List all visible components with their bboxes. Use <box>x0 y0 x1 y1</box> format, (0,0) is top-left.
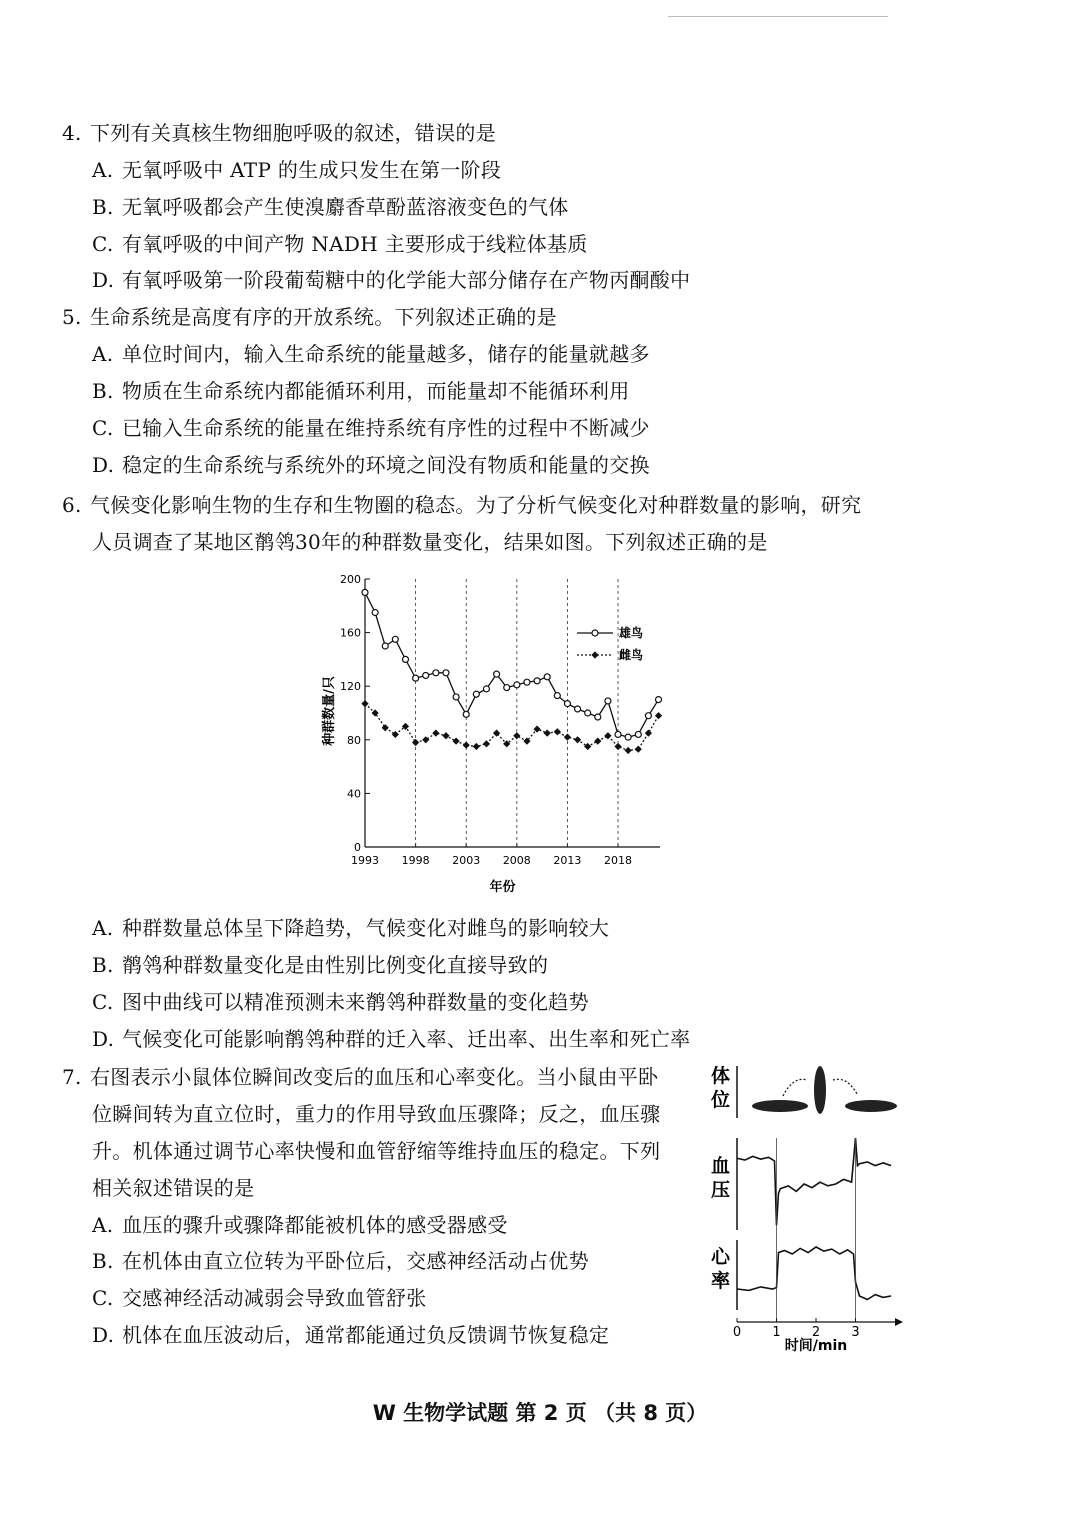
question-4-option-a <box>92 155 501 185</box>
data-point-female <box>635 746 642 753</box>
option-label: B. <box>92 1249 114 1273</box>
option-label: C. <box>92 416 114 440</box>
row-label-char: 压 <box>711 1179 731 1201</box>
question-6-text-line1: 气候变化影响生物的生存和生物圈的稳态。为了分析气候变化对种群数量的影响，研究 <box>90 493 862 517</box>
legend-marker-female <box>591 651 598 658</box>
option-label: D. <box>92 453 115 477</box>
x-tick-label: 2018 <box>604 854 633 867</box>
legend-label-female: 雌鸟 <box>619 648 644 662</box>
row-label-char: 体 <box>711 1065 731 1087</box>
option-label: C. <box>92 990 114 1014</box>
data-point-male <box>453 694 459 700</box>
data-point-female <box>473 743 480 750</box>
option-text: 无氧呼吸中 ATP 的生成只发生在第一阶段 <box>122 158 502 182</box>
row-label-char: 率 <box>711 1270 731 1292</box>
row-label-2 <box>711 1246 731 1292</box>
x-tick-label: 2008 <box>502 854 531 867</box>
data-point-female <box>554 728 561 735</box>
question-5-option-a <box>92 339 650 369</box>
data-point-female <box>604 732 611 739</box>
question-7-stem <box>62 1062 658 1092</box>
time-tick-label: 2 <box>811 1325 821 1340</box>
option-label: D. <box>92 1027 115 1051</box>
data-point-male <box>443 670 449 676</box>
question-6-text-line2: 人员调查了某地区鹡鸰30年的种群数量变化，结果如图。下列叙述正确的是 <box>92 530 768 554</box>
y-axis-title: 种群数量/只 <box>322 676 337 746</box>
time-tick-label: 1 <box>772 1325 781 1340</box>
data-point-female <box>432 730 439 737</box>
data-point-female <box>614 743 621 750</box>
question-7-text-line1: 右图表示小鼠体位瞬间改变后的血压和心率变化。当小鼠由平卧 <box>90 1065 659 1089</box>
option-text: 已输入生命系统的能量在维持系统有序性的过程中不断减少 <box>122 416 650 440</box>
top-divider <box>668 16 888 17</box>
transition-arrow <box>833 1079 857 1094</box>
y-tick-label: 160 <box>340 626 361 640</box>
x-tick-label: 1993 <box>351 854 379 867</box>
data-point-male <box>564 701 570 707</box>
question-6-option-a <box>92 913 609 943</box>
option-label: C. <box>92 232 114 256</box>
data-point-female <box>361 700 368 707</box>
question-5-stem <box>62 302 557 332</box>
legend-marker-male <box>592 630 598 636</box>
option-text: 血压的骤升或骤降都能被机体的感受器感受 <box>122 1213 508 1237</box>
question-6-stem <box>62 490 861 520</box>
option-text: 物质在生命系统内都能循环利用，而能量却不能循环利用 <box>122 379 630 403</box>
question-4-number: 4. <box>62 121 82 145</box>
data-point-male <box>463 711 469 717</box>
option-label: A. <box>92 916 114 940</box>
option-text: 鹡鸰种群数量变化是由性别比例变化直接导致的 <box>122 953 549 977</box>
mouse-lying-icon <box>845 1100 897 1112</box>
data-point-female <box>645 730 652 737</box>
option-label: D. <box>92 1323 115 1347</box>
question-4-stem <box>62 118 496 148</box>
option-label: A. <box>92 342 114 366</box>
question-6-number: 6. <box>62 493 82 517</box>
data-point-female <box>594 738 601 745</box>
question-6-option-b <box>92 950 548 980</box>
data-point-male <box>635 731 641 737</box>
data-point-female <box>452 738 459 745</box>
option-label: D. <box>92 268 115 292</box>
data-point-male <box>473 691 479 697</box>
data-point-male <box>494 671 500 677</box>
option-label: A. <box>92 158 114 182</box>
option-label: B. <box>92 195 114 219</box>
data-point-male <box>433 670 439 676</box>
data-point-female <box>564 734 571 741</box>
question-5-text: 生命系统是高度有序的开放系统。下列叙述正确的是 <box>90 305 557 329</box>
question-5-number: 5. <box>62 305 82 329</box>
data-point-female <box>442 732 449 739</box>
time-axis-arrow <box>895 1318 903 1326</box>
data-point-male <box>605 698 611 704</box>
data-point-female <box>382 724 389 731</box>
option-label: C. <box>92 1286 114 1310</box>
time-tick-label: 0 <box>732 1325 742 1340</box>
question-7-text-line2: 位瞬间转为直立位时，重力的作用导致血压骤降；反之，血压骤 <box>92 1102 661 1126</box>
question-7-text-line3: 升。机体通过调节心率快慢和血管舒缩等维持血压的稳定。下列 <box>92 1139 661 1163</box>
blood-pressure-heart-rate-chart <box>705 1060 905 1354</box>
population-line-chart <box>315 565 675 905</box>
data-point-male <box>524 679 530 685</box>
time-tick-label: 3 <box>851 1325 860 1340</box>
option-text: 有氧呼吸的中间产物 NADH 主要形成于线粒体基质 <box>122 232 588 256</box>
row-label-0 <box>710 1064 730 1111</box>
y-tick-label: 120 <box>340 680 361 694</box>
x-tick-label: 2013 <box>553 854 582 867</box>
question-4-option-d <box>92 265 690 295</box>
data-point-male <box>362 589 368 595</box>
y-tick-label: 40 <box>347 787 361 801</box>
data-point-female <box>372 709 379 716</box>
data-point-male <box>402 656 408 662</box>
option-label: A. <box>92 1213 114 1237</box>
page-footer: W 生物学试题 第 2 页 （共 8 页） <box>372 1401 708 1425</box>
series-line-female <box>365 704 659 751</box>
data-point-male <box>575 706 581 712</box>
question-7-text-line4: 相关叙述错误的是 <box>92 1176 255 1200</box>
data-point-male <box>625 734 631 740</box>
question-6-option-d <box>92 1024 690 1054</box>
series-line-male <box>365 592 659 737</box>
data-point-male <box>382 643 388 649</box>
option-text: 气候变化可能影响鹡鸰种群的迁入率、迁出率、出生率和死亡率 <box>122 1027 691 1051</box>
question-5-option-b <box>92 376 630 406</box>
data-point-male <box>504 685 510 691</box>
option-text: 种群数量总体呈下降趋势，气候变化对雌鸟的影响较大 <box>122 916 610 940</box>
mouse-upright-icon <box>814 1066 826 1114</box>
data-point-male <box>645 713 651 719</box>
row-label-char: 位 <box>711 1089 731 1111</box>
option-text: 无氧呼吸都会产生使溴麝香草酚蓝溶液变色的气体 <box>122 195 569 219</box>
data-point-female <box>483 740 490 747</box>
option-text: 有氧呼吸第一阶段葡萄糖中的化学能大部分储存在产物丙酮酸中 <box>122 268 691 292</box>
row-label-1 <box>711 1155 730 1201</box>
data-point-male <box>372 610 378 616</box>
question-5-option-d <box>92 450 650 480</box>
data-point-female <box>574 736 581 743</box>
option-text: 单位时间内，输入生命系统的能量越多，储存的能量就越多 <box>122 342 650 366</box>
data-point-male <box>392 636 398 642</box>
question-7-number: 7. <box>62 1065 82 1089</box>
transition-arrow <box>783 1079 807 1096</box>
question-4-option-b <box>92 192 569 222</box>
question-7-option-a <box>92 1210 508 1240</box>
data-point-female <box>422 736 429 743</box>
question-4-option-c <box>92 229 588 259</box>
question-7-option-b <box>92 1246 589 1276</box>
y-tick-label: 200 <box>340 573 361 586</box>
data-point-male <box>514 682 520 688</box>
data-point-female <box>655 712 662 719</box>
data-point-female <box>493 730 500 737</box>
data-point-male <box>423 672 429 678</box>
y-tick-label: 0 <box>354 841 361 854</box>
legend-label-male: 雄鸟 <box>619 626 644 640</box>
data-point-male <box>544 674 550 680</box>
question-6-option-c <box>92 987 589 1017</box>
question-7-option-c <box>92 1283 427 1313</box>
option-text: 交感神经活动减弱会导致血管舒张 <box>122 1286 427 1310</box>
question-5-option-c <box>92 413 650 443</box>
data-point-female <box>544 730 551 737</box>
data-point-male <box>615 731 621 737</box>
x-tick-label: 2003 <box>452 854 481 867</box>
x-axis-title: 年份 <box>489 880 516 895</box>
data-point-male <box>595 714 601 720</box>
time-axis-title: 时间/min <box>784 1338 848 1354</box>
y-tick-label: 80 <box>347 733 361 747</box>
data-point-male <box>534 678 540 684</box>
data-point-female <box>463 742 470 749</box>
data-point-male <box>656 697 662 703</box>
data-point-female <box>625 747 632 754</box>
data-point-female <box>584 743 591 750</box>
mouse-lying-icon <box>752 1100 808 1112</box>
row-label-char: 血 <box>711 1155 731 1177</box>
option-text: 图中曲线可以精准预测未来鹡鸰种群数量的变化趋势 <box>122 990 589 1014</box>
data-point-female <box>412 739 419 746</box>
option-text: 稳定的生命系统与系统外的环境之间没有物质和能量的交换 <box>122 453 650 477</box>
question-4-text: 下列有关真核生物细胞呼吸的叙述，错误的是 <box>90 121 496 145</box>
data-point-male <box>483 686 489 692</box>
data-point-female <box>392 731 399 738</box>
bp-trace <box>737 1138 891 1225</box>
data-point-male <box>554 693 560 699</box>
option-label: B. <box>92 379 114 403</box>
option-text: 机体在血压波动后，通常都能通过负反馈调节恢复稳定 <box>122 1323 610 1347</box>
x-tick-label: 1998 <box>401 854 430 867</box>
option-label: B. <box>92 953 114 977</box>
data-point-male <box>413 675 419 681</box>
option-text: 在机体由直立位转为平卧位后，交感神经活动占优势 <box>122 1249 589 1273</box>
data-point-female <box>513 732 520 739</box>
question-7-option-d <box>92 1320 609 1350</box>
data-point-male <box>585 710 591 716</box>
row-label-char: 心 <box>711 1246 731 1268</box>
hr-trace <box>737 1247 891 1300</box>
